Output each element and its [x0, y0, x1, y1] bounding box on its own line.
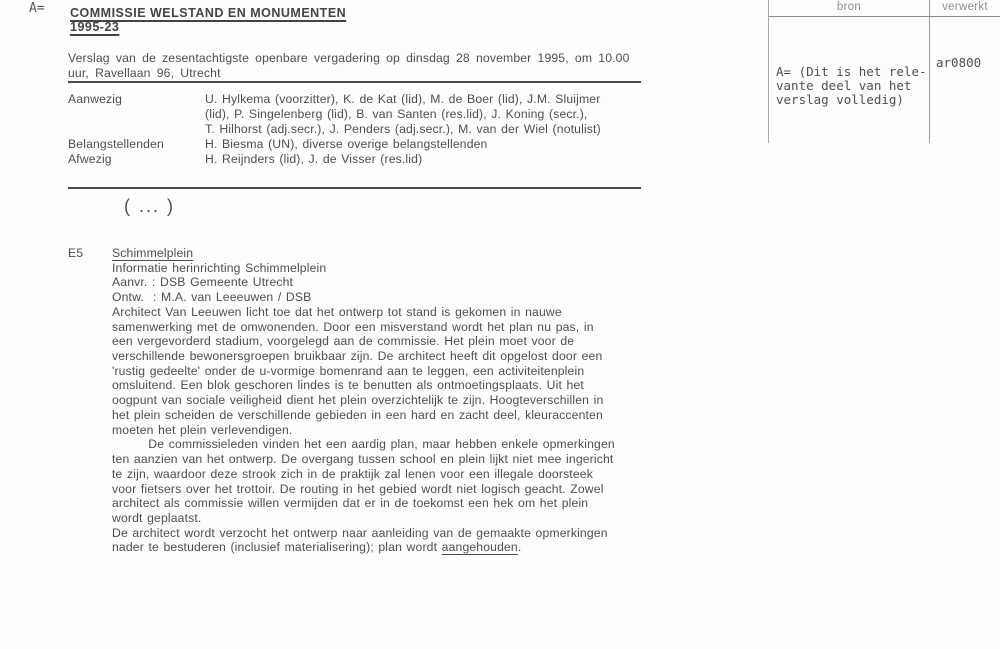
margin-processing-table — [768, 0, 1000, 143]
body-text-line: het plein scheiden de verschillende gebieden in een hard en zacht deel, kleuraccenten — [112, 407, 603, 422]
applicant-line: Aanvr. : DSB Gemeente Utrecht — [112, 275, 294, 290]
closing-pre: nader te bestuderen (inclusief materialisering); plan wordt — [112, 540, 442, 555]
meeting-intro — [68, 51, 643, 80]
closing-post: . — [517, 540, 522, 555]
body-text-line: Architect Van Leeuwen licht toe dat het ontwerp tot stand is gekomen in nauwe — [112, 304, 562, 319]
body-text-line: De commissieleden vinden het een aardig plan, maar hebben enkele opmerkingen — [112, 437, 615, 452]
agenda-item-code: E5 — [68, 246, 84, 260]
divider-top — [68, 81, 641, 83]
report-body — [112, 305, 647, 541]
body-text-line: architect als commissie willen vermijden dat er in de toekomst een hek om het plein — [112, 496, 589, 511]
report-number: 1995-23 — [70, 20, 120, 34]
body-text-line: omsluitend. Een blok geschoren lindes is te benutten als ontmoetingsplaats. Uit het — [112, 378, 584, 393]
body-text-line: 'rustig gedeelte' onder de u-vormige bomenrand aan te leggen, een activiteitenplein — [112, 363, 585, 378]
attendance-label — [68, 107, 205, 122]
margin-marker-a: A= — [29, 1, 45, 16]
omission-mark: ( ... ) — [124, 196, 175, 216]
divider-attendance — [68, 187, 641, 189]
report-title: COMMISSIE WELSTAND EN MONUMENTEN — [70, 6, 347, 20]
attendance-table — [68, 92, 643, 167]
attendance-label: Belangstellenden — [68, 136, 164, 151]
body-text-line: oogpunt van sociale veiligheid dient het plein overzichtelijk te zijn. Hoogteverschillen in — [112, 393, 604, 408]
attendance-label: Afwezig — [68, 151, 112, 166]
designer-line: Ontw. : M.A. van Leeeuwen / DSB — [112, 290, 312, 305]
body-text-line: te zijn, waardoor deze strook zich in de praktijk zal lenen voor een illegale doorsteek — [112, 466, 593, 481]
bron-header: bron — [769, 0, 930, 16]
margin-table-header — [769, 0, 1000, 17]
meeting-intro-line: uur, Ravellaan 96, Utrecht — [68, 65, 221, 80]
attendance-row — [68, 137, 643, 152]
attendance-value: (lid), P. Singelenberg (lid), B. van Santen (res.lid), J. Koning (secr.), — [205, 106, 588, 121]
attendance-row — [68, 122, 643, 137]
agenda-item-content — [112, 246, 647, 555]
attendance-label — [68, 122, 205, 137]
body-text-line: De architect wordt verzocht het ontwerp naar aanleiding van de gemaakte opmerkingen — [112, 525, 608, 540]
attendance-value: T. Hilhorst (adj.secr.), J. Penders (adj.secr.), M. van der Wiel (notulist) — [205, 121, 601, 136]
bron-note — [769, 17, 930, 143]
meeting-intro-line: Verslag van de zesentachtigste openbare vergadering op dinsdag 28 november 1995, om 10.00 — [68, 51, 630, 65]
attendance-row — [68, 152, 643, 167]
attendance-label: Aanwezig — [68, 92, 123, 106]
attendance-value: H. Reijnders (lid), J. de Visser (res.lid) — [205, 151, 423, 166]
attendance-row — [68, 107, 643, 122]
bron-note-line: verslag volledig) — [776, 92, 904, 107]
body-text-line: samenwerking met de omwonenden. Door een misverstand wordt het plan nu pas, in — [112, 319, 594, 334]
attendance-value: U. Hylkema (voorzitter), K. de Kat (lid), M. de Boer (lid), J.M. Sluijmer — [205, 92, 601, 106]
body-text-line: wordt geplaatst. — [112, 510, 202, 525]
bron-note-line: vante deel van het — [776, 78, 912, 93]
body-text-line: voor fietsers over het trottoir. De routing in het gebied wordt niet logisch geacht. Zowel — [112, 481, 604, 496]
bron-note-line: A= (Dit is het rele- — [776, 64, 927, 79]
decision-word: aangehouden — [441, 540, 518, 555]
closing-line — [112, 540, 647, 555]
attendance-row — [68, 92, 643, 107]
body-text-line: moeten het plein verlevendigen. — [112, 422, 293, 437]
body-text-line: ten aanzien van het ontwerp. De overgang tussen school en plein lijkt niet mee ingericht — [112, 452, 614, 467]
verwerkt-code: ar0800 — [936, 55, 982, 70]
margin-table-body — [769, 17, 1000, 143]
body-text-line: een vergevorderd stadium, voorgelegd aan de commissie. Het plein moet voor de — [112, 334, 575, 349]
agenda-item-subtitle: Informatie herinrichting Schimmelplein — [112, 260, 327, 275]
verwerkt-header: verwerkt — [942, 1, 988, 13]
agenda-item-title: Schimmelplein — [112, 246, 194, 260]
body-text-line: verschillende bewonersgroepen bruikbaar zijn. De architect heeft dit opgelost door een — [112, 349, 603, 364]
attendance-value: H. Biesma (UN), diverse overige belangstellenden — [205, 136, 488, 151]
